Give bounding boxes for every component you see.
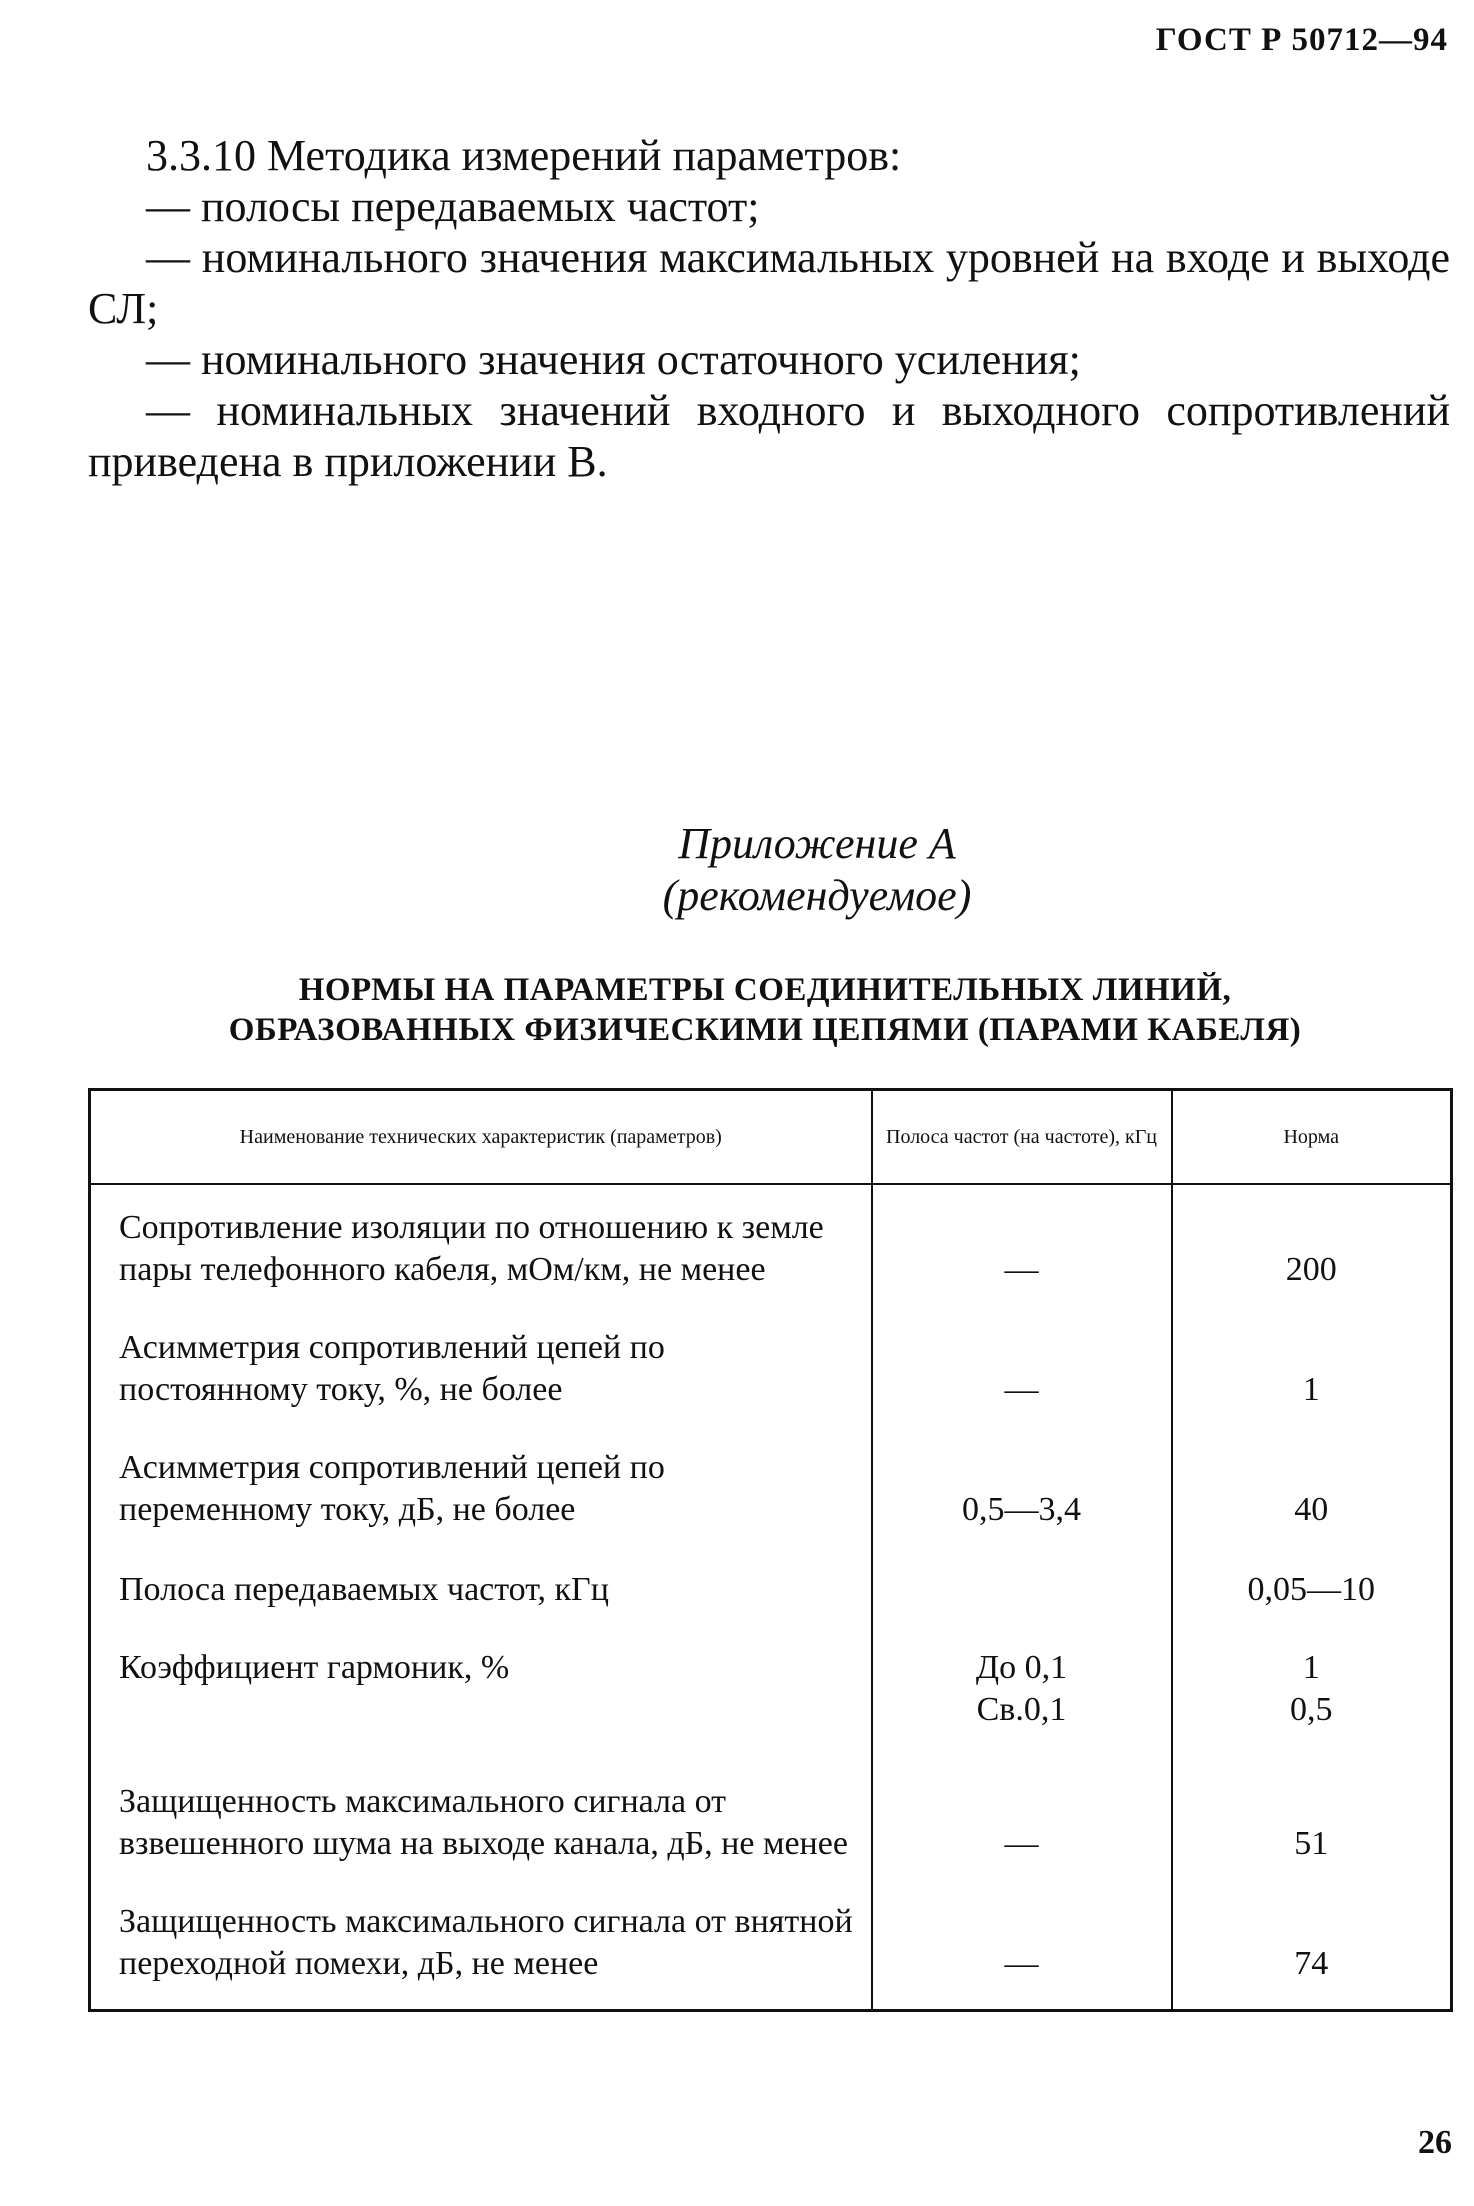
page-number: 26 [1418, 2124, 1452, 2161]
table-row [90, 1881, 1452, 2011]
table-header-row [90, 1090, 1452, 1185]
header-norm: Норма [1172, 1090, 1452, 1185]
paragraph: 3.3.10 Методика измерений параметров: [146, 131, 902, 180]
parameter-name: Полоса передаваемых частот, кГц [90, 1547, 872, 1627]
frequency-band: — [872, 1184, 1172, 1307]
norms-table [88, 1088, 1453, 2012]
table-row [90, 1307, 1452, 1427]
paragraph: — номинальных значений входного и выходного сопротивлений приведена в приложении В. [88, 386, 1450, 486]
frequency-band [872, 1627, 1172, 1763]
norm-value: 51 [1172, 1763, 1452, 1881]
table-row [90, 1547, 1452, 1627]
frequency-band: — [872, 1307, 1172, 1427]
norm-value: 200 [1172, 1184, 1452, 1307]
norms-table-container [88, 1088, 1450, 2012]
appendix-label: Приложение А [678, 819, 956, 868]
norm-value: 40 [1172, 1427, 1452, 1547]
paragraph: — номинального значения остаточного усиления; [146, 335, 1081, 384]
norm-value [1172, 1627, 1452, 1763]
section-3-3-10 [88, 130, 1450, 487]
appendix-title-line: НОРМЫ НА ПАРАМЕТРЫ СОЕДИНИТЕЛЬНЫХ ЛИНИЙ, [298, 972, 1232, 1008]
norm-value: 74 [1172, 1881, 1452, 2011]
frequency-band-line: До 0,1 [975, 1649, 1068, 1686]
document-code: ГОСТ Р 50712—94 [1155, 22, 1448, 58]
norm-value-line: 0,5 [1290, 1691, 1333, 1728]
norm-value: 1 [1172, 1307, 1452, 1427]
parameter-name: Сопротивление изоляции по отношению к земле пары телефонного кабеля, мОм/км, не менее [90, 1184, 872, 1307]
frequency-band-line: Св.0,1 [976, 1691, 1067, 1728]
paragraph: — номинального значения максимальных уровней на входе и выходе СЛ; [88, 233, 1450, 333]
frequency-band: — [872, 1763, 1172, 1881]
table-row [90, 1427, 1452, 1547]
parameter-name: Асимметрия сопротивлений цепей по постоянному току, %, не более [90, 1307, 872, 1427]
parameter-name: Асимметрия сопротивлений цепей по переменному току, дБ, не более [90, 1427, 872, 1547]
frequency-band [872, 1547, 1172, 1627]
appendix-title [0, 970, 1474, 1050]
appendix-title-line: ОБРАЗОВАННЫХ ФИЗИЧЕСКИМИ ЦЕПЯМИ (ПАРАМИ КАБЕЛЯ) [228, 1012, 1302, 1048]
norm-value: 0,05—10 [1172, 1547, 1452, 1627]
parameter-name: Защищенность максимального сигнала от взвешенного шума на выходе канала, дБ, не менее [90, 1763, 872, 1881]
table-row [90, 1627, 1452, 1763]
header-frequency-band: Полоса частот (на частоте), кГц [872, 1090, 1172, 1185]
frequency-band: 0,5—3,4 [872, 1427, 1172, 1547]
norm-value-line: 1 [1302, 1649, 1320, 1686]
table-row [90, 1184, 1452, 1307]
header-parameter: Наименование технических характеристик (параметров) [90, 1090, 872, 1185]
parameter-name: Коэффициент гармоник, % [90, 1627, 872, 1763]
appendix-status: (рекомендуемое) [662, 871, 972, 920]
table-row [90, 1763, 1452, 1881]
frequency-band: — [872, 1881, 1172, 2011]
appendix-heading [0, 818, 1474, 922]
parameter-name: Защищенность максимального сигнала от внятной переходной помехи, дБ, не менее [90, 1881, 872, 2011]
paragraph: — полосы передаваемых частот; [146, 182, 760, 231]
